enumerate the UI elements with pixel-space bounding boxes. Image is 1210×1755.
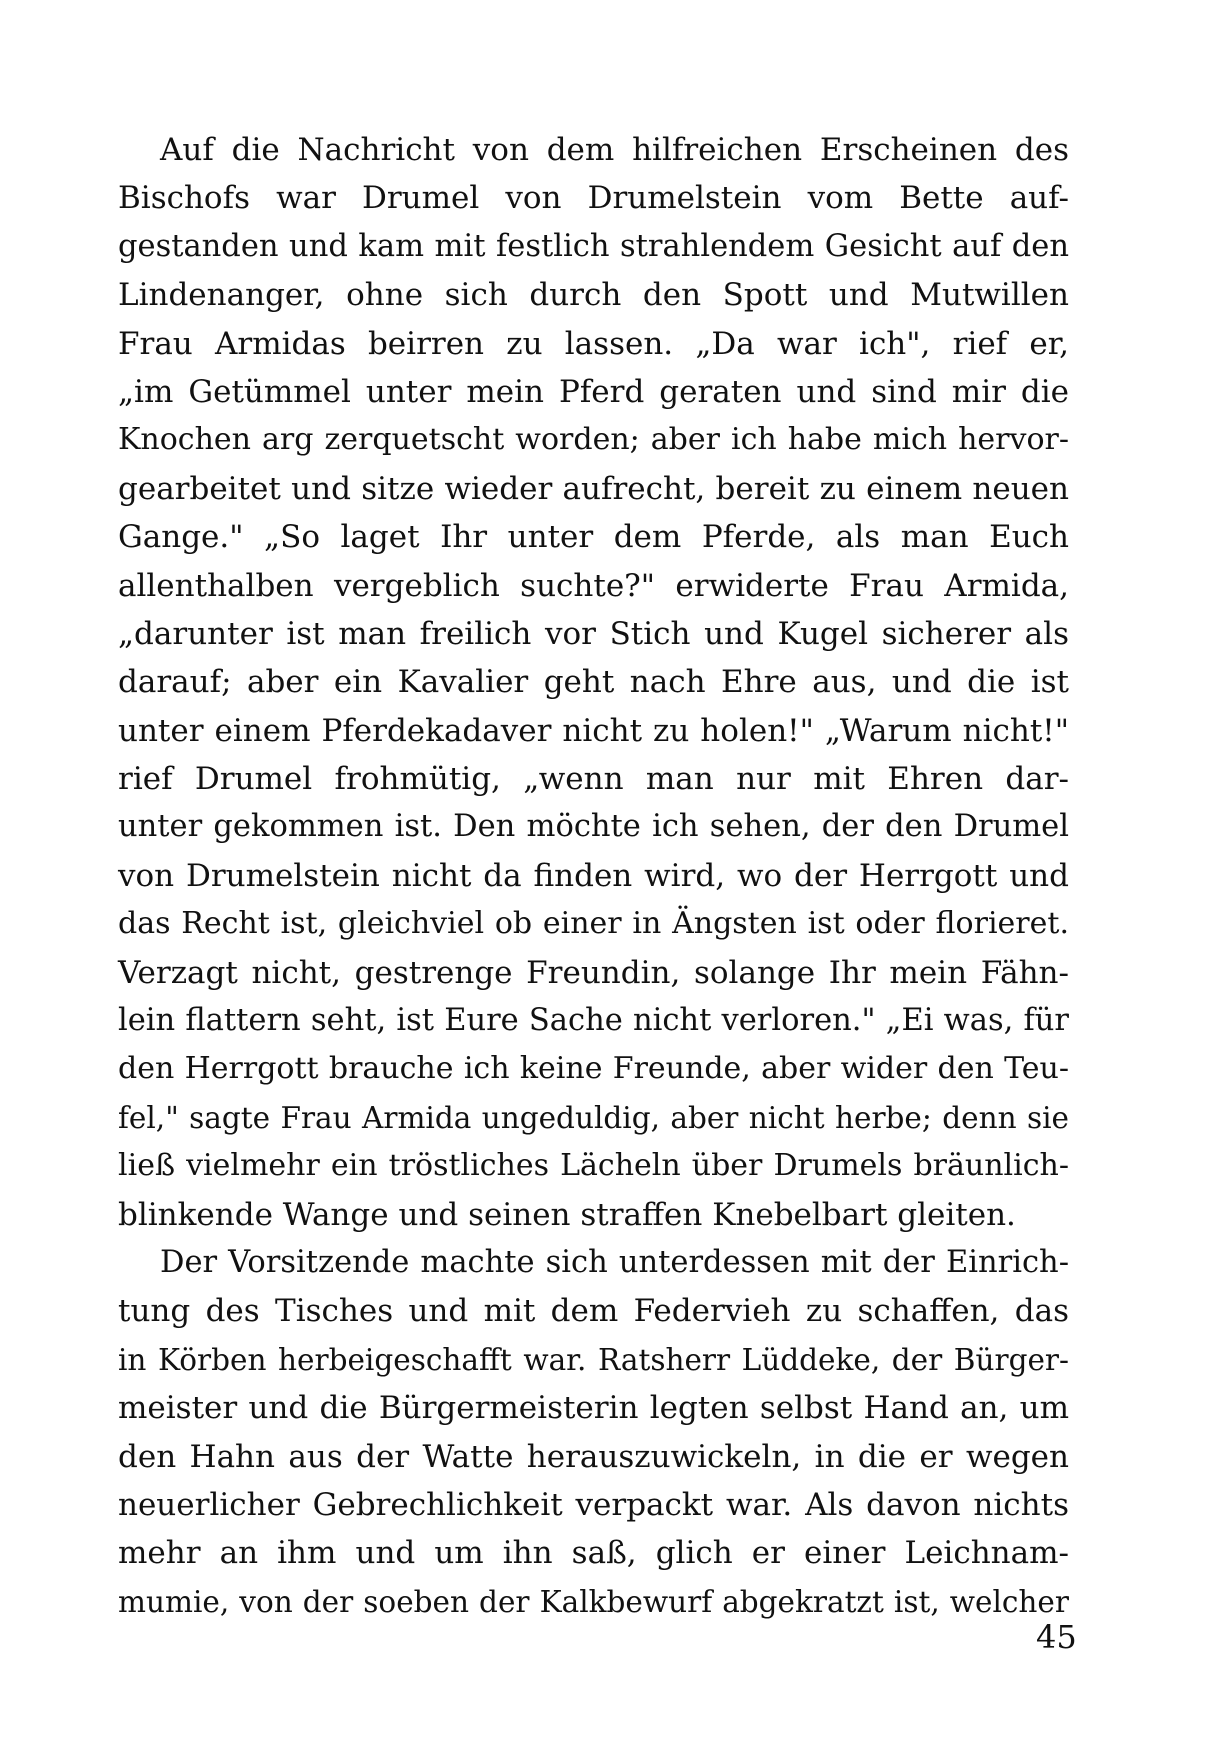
text-line: darauf; aber ein Kavalier geht nach Ehre aus, und die ist [118, 664, 1069, 701]
text-line: tung des Tisches und mit dem Federvieh zu schaffen, das [118, 1293, 1069, 1330]
text-line: Auf die Nachricht von dem hilfreichen Erscheinen des [160, 132, 1069, 168]
text-line: „darunter ist man freilich vor Stich und Kugel sicherer als [118, 615, 1069, 652]
text-line: das Recht ist, gleichviel ob einer in Ängsten ist oder florieret. [118, 906, 1069, 942]
text-line: ließ vielmehr ein tröstliches Lächeln über Drumels bräunlich- [118, 1148, 1069, 1184]
text-line: allenthalben vergeblich suchte?" erwiderte Frau Armida, [118, 567, 1069, 604]
text-line: den Herrgott brauche ich keine Freunde, aber wider den Teu- [118, 1051, 1069, 1087]
text-line: „im Getümmel unter mein Pferd geraten und sind mir die [118, 373, 1069, 410]
text-line: blinkende Wange und seinen straffen Knebelbart gleiten. [118, 1196, 1016, 1233]
text-line: lein flattern seht, ist Eure Sache nicht verloren." „Ei was, für [118, 1003, 1069, 1039]
text-line: in Körben herbeigeschafft war. Ratsherr Lüddeke, der Bürger- [118, 1342, 1069, 1377]
text-line: Gange." „So laget Ihr unter dem Pferde, als man Euch [118, 519, 1069, 556]
text-line: gearbeitet und sitze wieder aufrecht, bereit zu einem neuen [118, 470, 1069, 507]
text-line: rief Drumel frohmütig, „wenn man nur mit Ehren dar- [118, 761, 1069, 798]
text-line: Knochen arg zerquetscht worden; aber ich habe mich hervor- [118, 422, 1069, 458]
text-line: gestanden und kam mit festlich strahlendem Gesicht auf den [118, 228, 1069, 264]
text-line: Frau Armidas beirren zu lassen. „Da war ich", rief er, [118, 325, 1069, 362]
page-number: 45 [1036, 1618, 1077, 1656]
text-line: unter einem Pferdekadaver nicht zu holen!" „Warum nicht!" [118, 712, 1069, 749]
text-line: den Hahn aus der Watte herauszuwickeln, in die er wegen [118, 1438, 1069, 1475]
text-line: Lindenanger, ohne sich durch den Spott und Mutwillen [118, 277, 1069, 314]
body-text [118, 126, 1069, 1626]
text-line: neuerlicher Gebrechlichkeit verpackt war. Als davon nichts [118, 1486, 1069, 1523]
text-line: Der Vorsitzende machte sich unterdessen mit der Einrich- [160, 1244, 1069, 1280]
text-line: meister und die Bürgermeisterin legten selbst Hand an, um [118, 1390, 1069, 1427]
text-line: fel," sagte Frau Armida ungeduldig, aber nicht herbe; denn sie [118, 1100, 1069, 1135]
text-line: Verzagt nicht, gestrenge Freundin, solange Ihr mein Fähn- [118, 954, 1069, 991]
text-line: unter gekommen ist. Den möchte ich sehen, der den Drumel [118, 809, 1069, 845]
text-line: mumie, von der soeben der Kalkbewurf abgekratzt ist, welcher [118, 1584, 1069, 1619]
text-line: mehr an ihm und um ihn saß, glich er einer Leichnam- [118, 1535, 1069, 1572]
text-line: Bischofs war Drumel von Drumelstein vom Bette auf- [118, 180, 1069, 217]
text-line: von Drumelstein nicht da finden wird, wo der Herrgott und [118, 857, 1069, 894]
